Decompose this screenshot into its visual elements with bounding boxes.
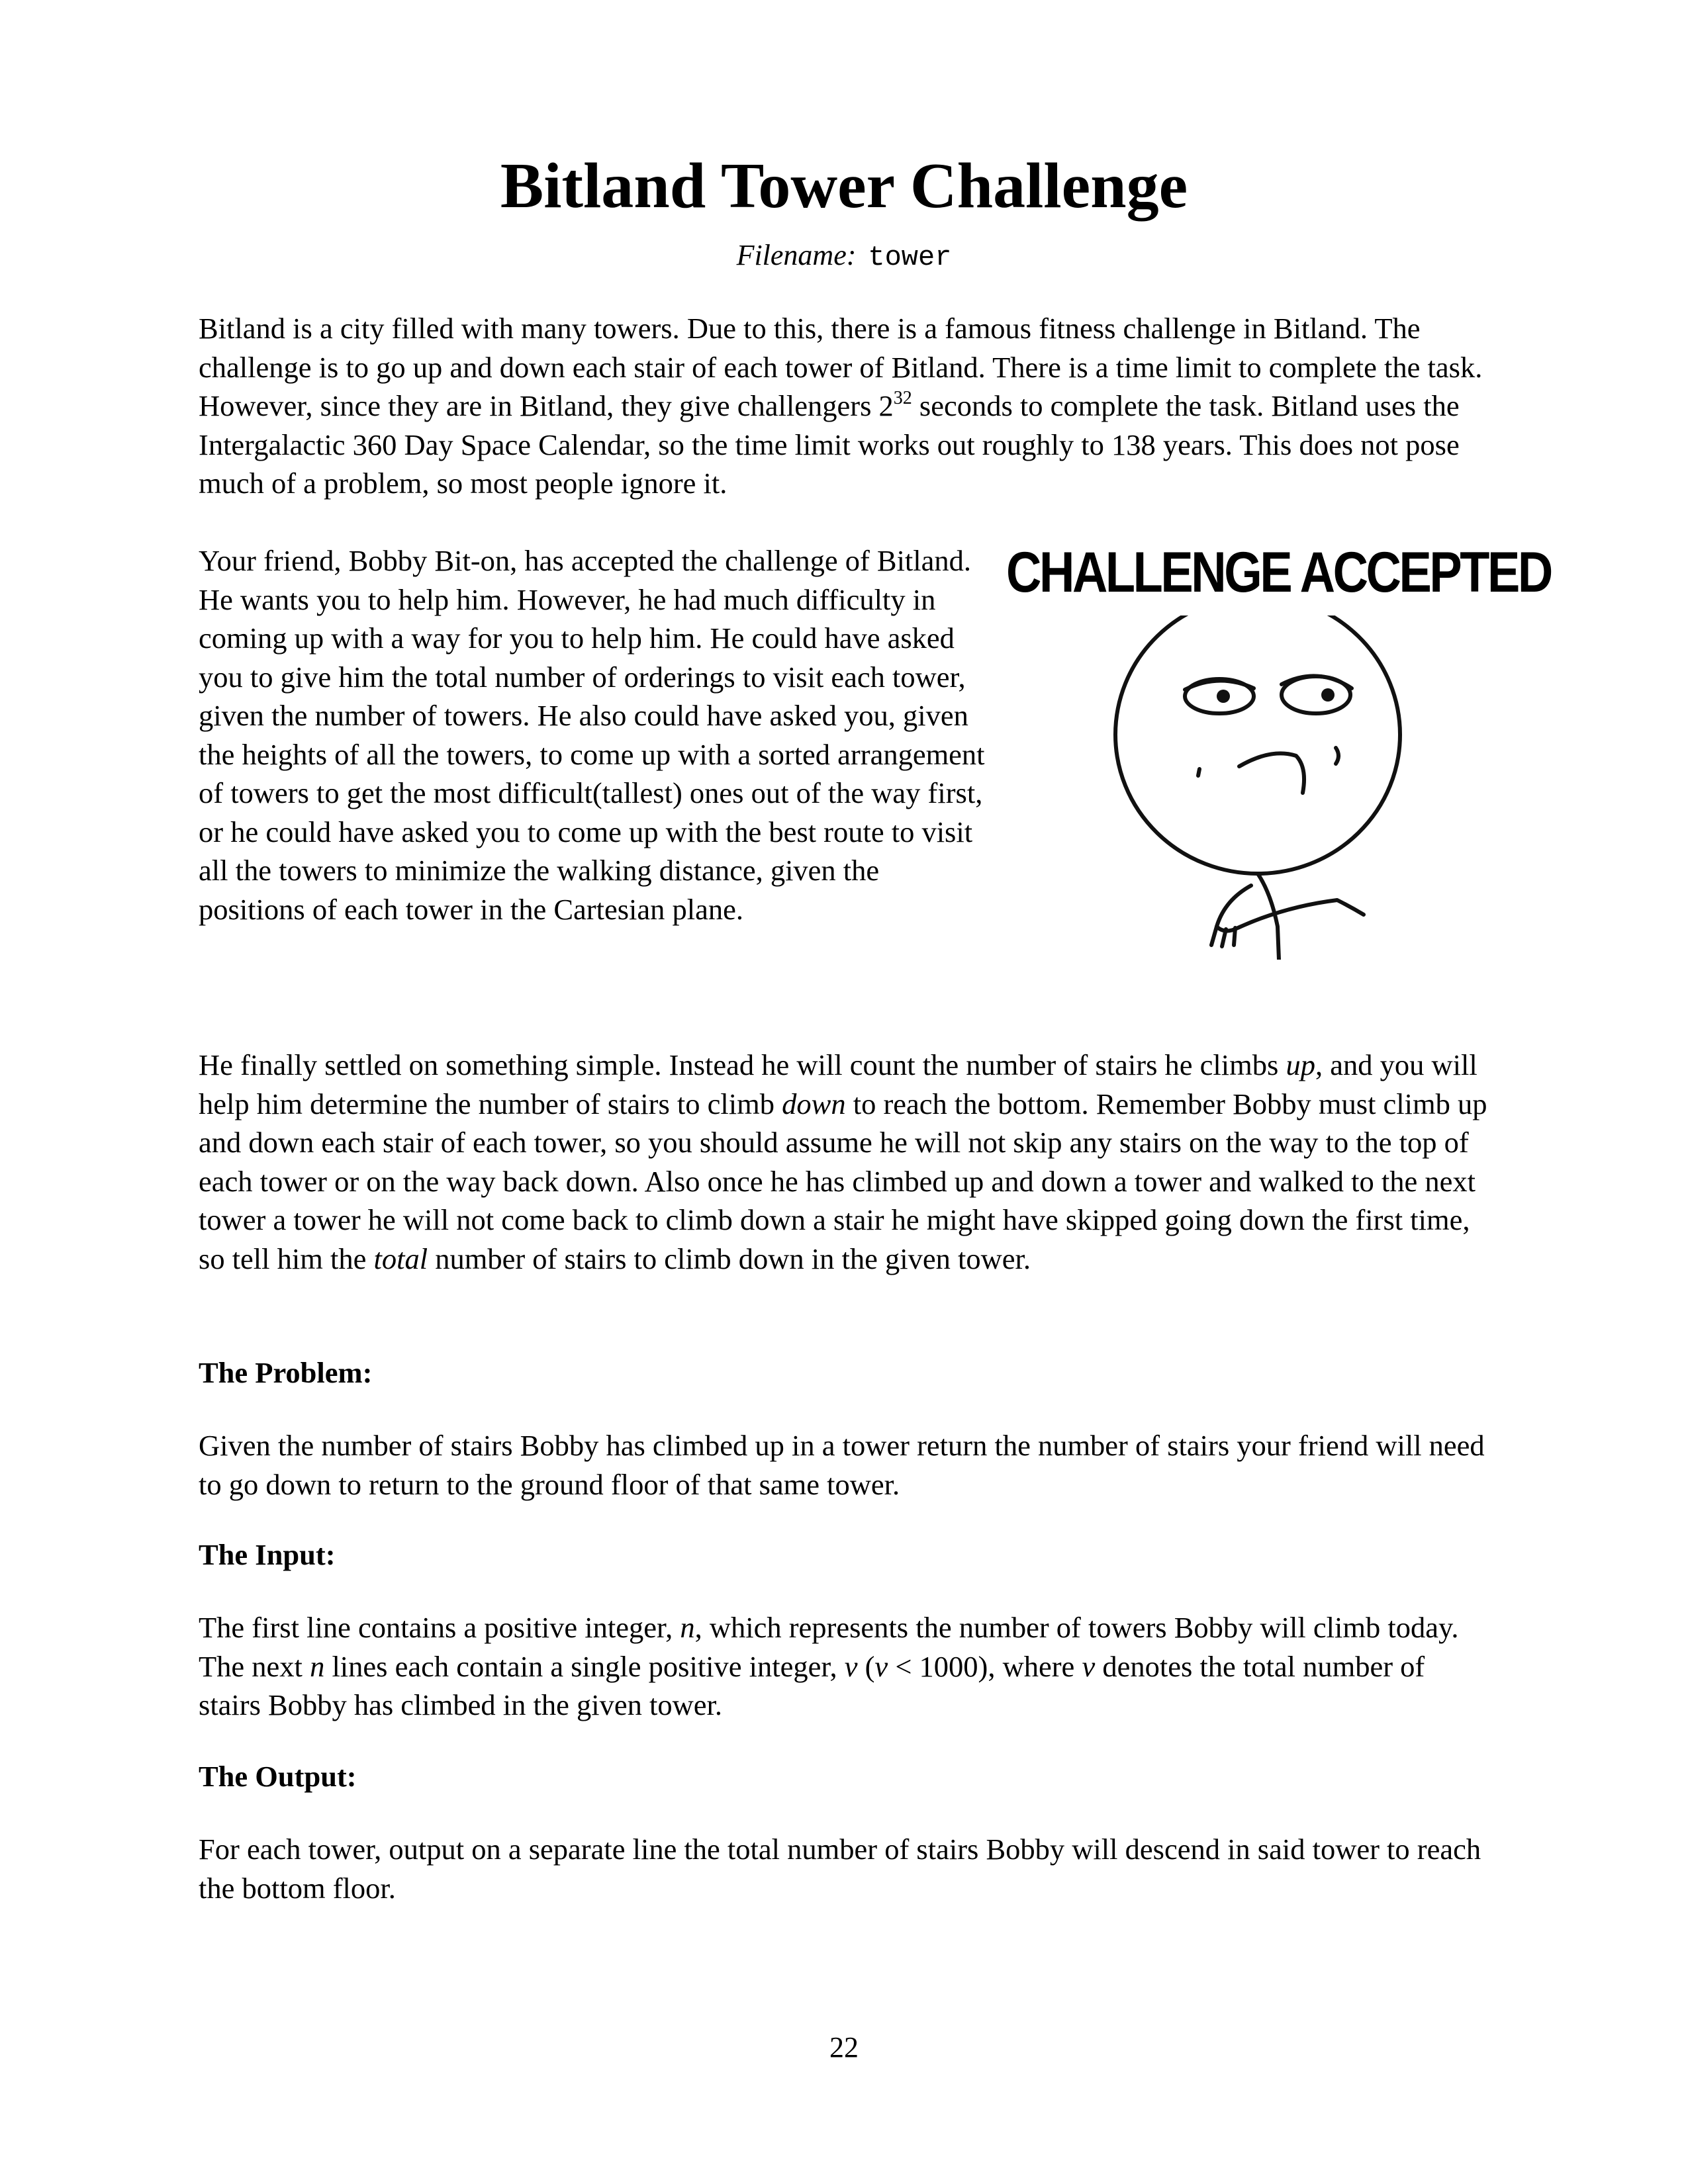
input-text-1: The first line contains a positive integer, bbox=[199, 1611, 680, 1644]
emphasis-total: total bbox=[373, 1242, 428, 1275]
var-n-2: n bbox=[310, 1649, 325, 1683]
face-outline bbox=[1115, 615, 1400, 874]
input-text-2: , which represents the number of towers Bobby will climb today. The next bbox=[199, 1611, 1459, 1683]
exponent: 32 bbox=[893, 388, 912, 408]
cheek-mark bbox=[1198, 769, 1199, 776]
settled-text-3: to reach the bottom. Remember Bobby must climb up and down each stair of each tower, so you should assume he will not skip any stairs on the way to the top of each tower or on the way back down. Also once he has climbed up and down a tower and walked to the next tower a tower he will not come back to climb down a stair he might have skipped going down the first time, so tell him the bbox=[199, 1087, 1487, 1275]
output-heading: The Output: bbox=[199, 1760, 357, 1793]
meme-caption: CHALLENGE ACCEPTED bbox=[1006, 541, 1551, 604]
input-heading: The Input: bbox=[199, 1538, 336, 1571]
input-text bbox=[199, 1608, 1489, 1725]
meme-face-illustration bbox=[1006, 615, 1516, 960]
problem-text: Given the number of stairs Bobby has climbed up in a tower return the number of stairs your friend will need to go down to return to the ground floor of that same tower. bbox=[199, 1429, 1485, 1501]
output-text: For each tower, output on a separate line the total number of stairs Bobby will descend in said tower to reach the bottom floor. bbox=[199, 1833, 1481, 1905]
emphasis-down: down bbox=[782, 1087, 846, 1120]
emphasis-up: up bbox=[1286, 1048, 1315, 1081]
var-n-1: n bbox=[680, 1611, 695, 1644]
settled-paragraph bbox=[199, 1046, 1489, 1278]
right-pupil bbox=[1321, 688, 1335, 702]
intro-paragraph bbox=[199, 309, 1489, 503]
var-v-1: v bbox=[844, 1649, 858, 1683]
settled-text-1: He finally settled on something simple. Instead he will count the number of stairs he climbs bbox=[199, 1048, 1286, 1081]
filename-value: tower bbox=[868, 242, 952, 273]
filename-line bbox=[0, 240, 1688, 273]
page-number: 22 bbox=[829, 2031, 859, 2064]
input-text-4: ( bbox=[857, 1649, 875, 1683]
filename-label: Filename: bbox=[736, 239, 857, 271]
intro-text-2: seconds to complete the task. Bitland uses the Intergalactic 360 Day Space Calendar, so the time limit works out roughly to 138 years. This does not pose much of a problem, so most people ignore it. bbox=[199, 389, 1460, 500]
settled-text-2: , and you will help him determine the number of stairs to climb bbox=[199, 1048, 1477, 1120]
problem-heading: The Problem: bbox=[199, 1356, 373, 1389]
smirk-mouth bbox=[1239, 753, 1304, 793]
page-title: Bitland Tower Challenge bbox=[500, 150, 1188, 222]
arm bbox=[1217, 886, 1364, 931]
chin-mark bbox=[1336, 748, 1338, 764]
input-text-3: lines each contain a single positive integer, bbox=[324, 1649, 845, 1683]
friend-paragraph: Your friend, Bobby Bit-on, has accepted the challenge of Bitland. He wants you to help him. However, he had much difficulty in coming up with a way for you to help him. He could have asked you to give him the total number of orderings to visit each tower, given the number of towers. He also could have asked you, given the heights of all the towers, to come up with a sorted arrangement of towers to get the most difficult(tallest) ones out of the way first, or he could have asked you to come up with the best route to visit all the towers to minimize the walking distance, given the positions of each tower in the Cartesian plane. bbox=[199, 544, 985, 926]
left-pupil bbox=[1217, 690, 1230, 703]
challenge-accepted-meme bbox=[1006, 541, 1551, 966]
var-v-3: v bbox=[1082, 1649, 1096, 1683]
input-text-5: < 1000), where bbox=[888, 1649, 1082, 1683]
settled-text-4: number of stairs to climb down in the given tower. bbox=[428, 1242, 1031, 1275]
input-text-6: denotes the total number of stairs Bobby has climbed in the given tower. bbox=[199, 1649, 1425, 1721]
intro-text-1: Bitland is a city filled with many towers. Due to this, there is a famous fitness challenge in Bitland. The challenge is to go up and down each stair of each tower of Bitland. There is a time limit to complete the task. However, since they are in Bitland, they give challengers 2 bbox=[199, 312, 1483, 422]
var-v-2: v bbox=[874, 1649, 888, 1683]
